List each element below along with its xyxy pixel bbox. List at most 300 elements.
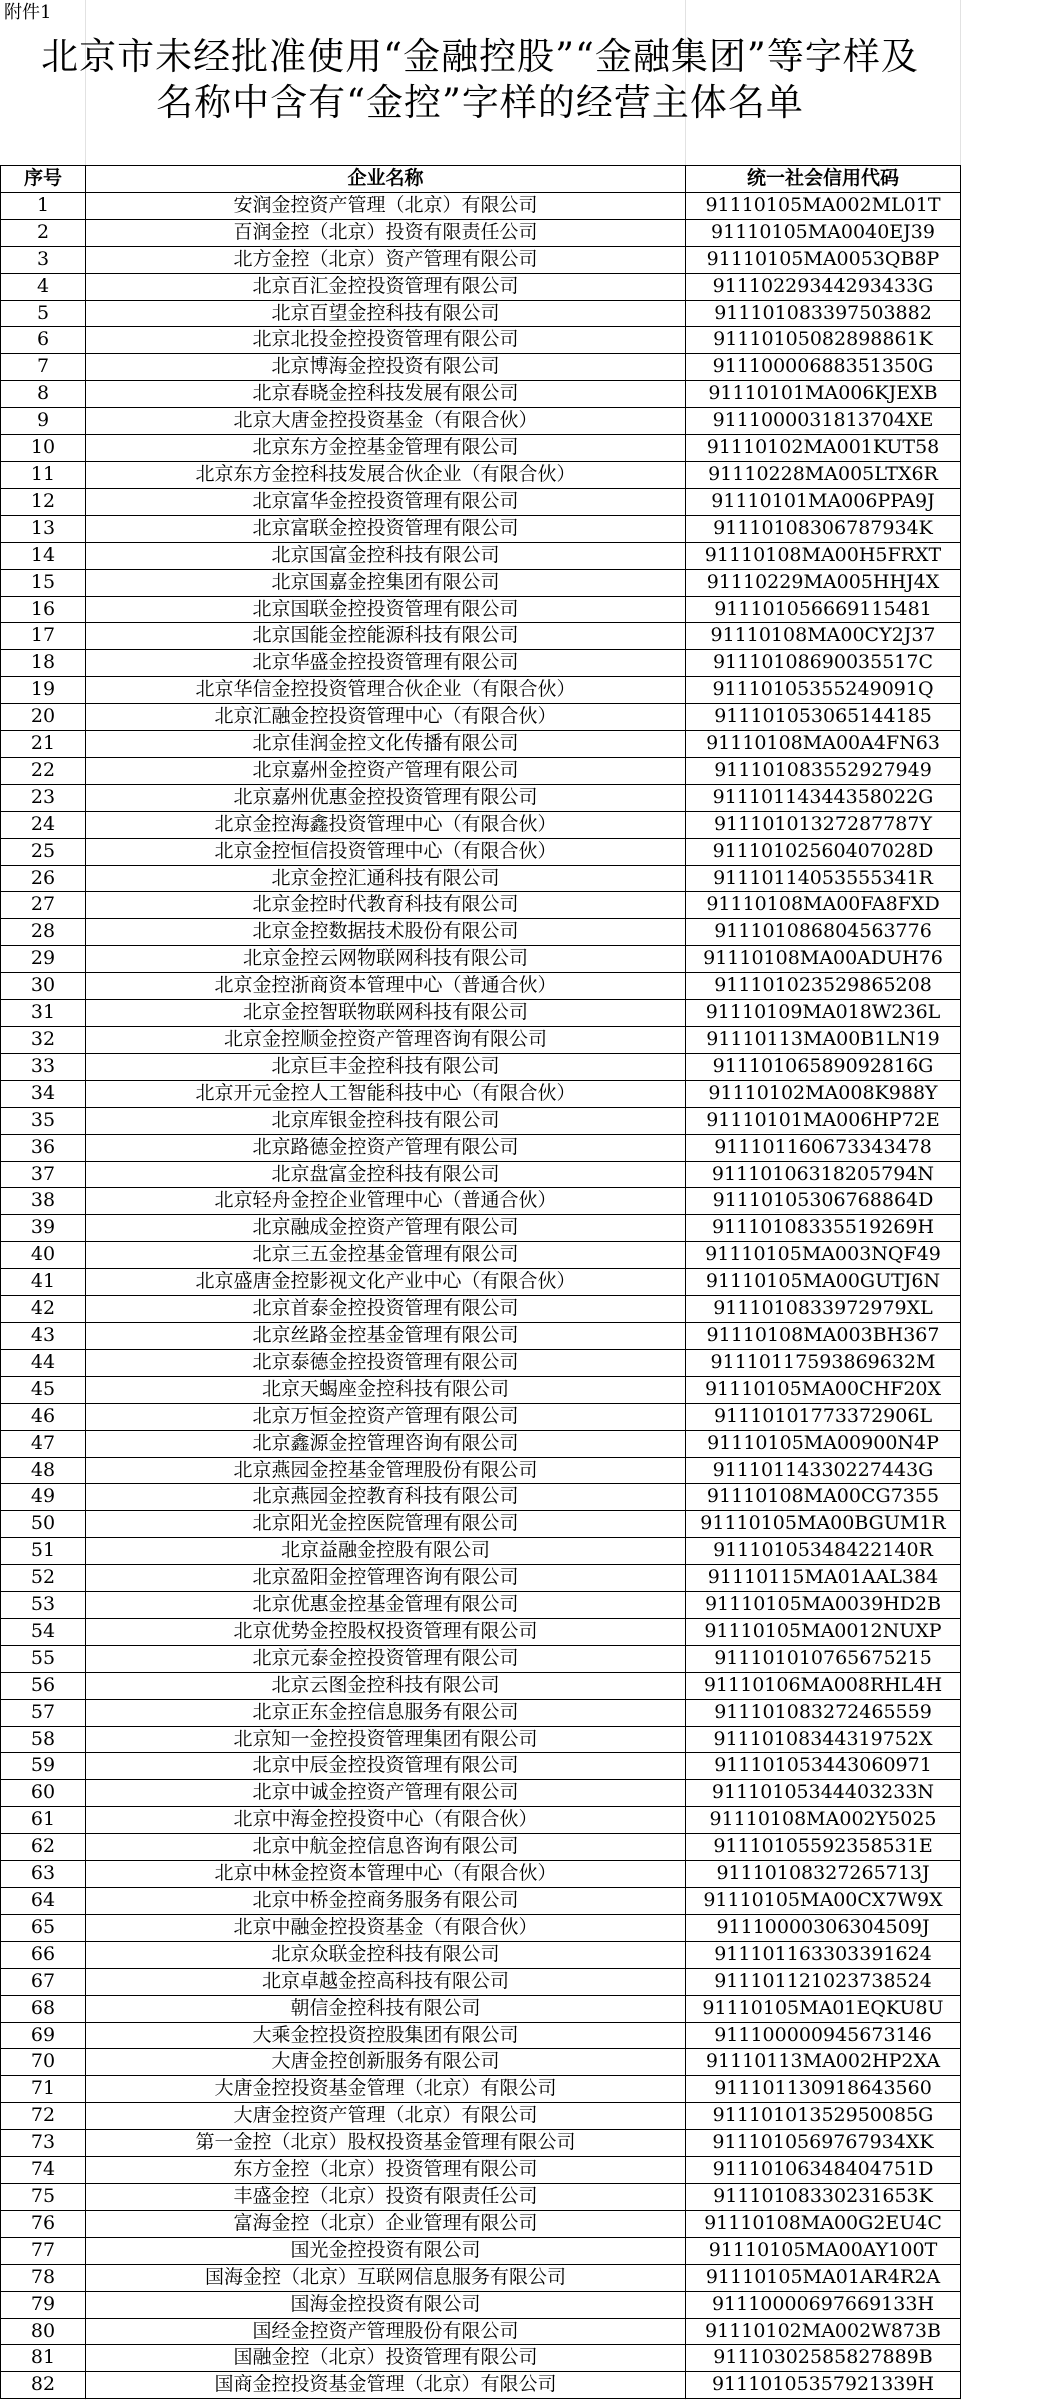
table-row bbox=[1, 784, 961, 811]
table-row bbox=[1, 596, 961, 623]
credit-code: 91110105MA0040EJ39 bbox=[686, 219, 961, 246]
row-index: 74 bbox=[1, 2157, 86, 2184]
company-name: 国海金控（北京）互联网信息服务有限公司 bbox=[86, 2264, 686, 2291]
table-row bbox=[1, 865, 961, 892]
row-index: 55 bbox=[1, 1645, 86, 1672]
row-index: 32 bbox=[1, 1027, 86, 1054]
row-index: 37 bbox=[1, 1161, 86, 1188]
company-name: 北方金控（北京）资产管理有限公司 bbox=[86, 246, 686, 273]
row-index: 58 bbox=[1, 1726, 86, 1753]
company-name: 北京金控云网物联网科技有限公司 bbox=[86, 946, 686, 973]
credit-code: 91110117593869632M bbox=[686, 1349, 961, 1376]
credit-code: 911101083272465559 bbox=[686, 1699, 961, 1726]
credit-code: 91110105MA003NQF49 bbox=[686, 1242, 961, 1269]
credit-code: 91110108690035517C bbox=[686, 650, 961, 677]
row-index: 4 bbox=[1, 273, 86, 300]
table-row bbox=[1, 1242, 961, 1269]
table-row bbox=[1, 1995, 961, 2022]
row-index: 39 bbox=[1, 1215, 86, 1242]
table-row bbox=[1, 757, 961, 784]
header-index: 序号 bbox=[1, 166, 86, 193]
row-index: 50 bbox=[1, 1511, 86, 1538]
table-row bbox=[1, 354, 961, 381]
table-row bbox=[1, 1807, 961, 1834]
credit-code: 9111010569767934XK bbox=[686, 2130, 961, 2157]
credit-code: 91110101352950085G bbox=[686, 2103, 961, 2130]
row-index: 29 bbox=[1, 946, 86, 973]
credit-code: 91110108330231653K bbox=[686, 2183, 961, 2210]
company-name: 北京燕园金控基金管理股份有限公司 bbox=[86, 1457, 686, 1484]
company-name: 北京盈阳金控管理咨询有限公司 bbox=[86, 1565, 686, 1592]
company-name: 北京融成金控资产管理有限公司 bbox=[86, 1215, 686, 1242]
table-row bbox=[1, 1215, 961, 1242]
row-index: 33 bbox=[1, 1053, 86, 1080]
credit-code: 91110105MA002ML01T bbox=[686, 192, 961, 219]
company-name: 国海金控投资有限公司 bbox=[86, 2291, 686, 2318]
row-index: 14 bbox=[1, 542, 86, 569]
company-name: 北京春晓金控科技发展有限公司 bbox=[86, 381, 686, 408]
table-row bbox=[1, 2076, 961, 2103]
table-row bbox=[1, 1753, 961, 1780]
credit-code: 91110114053555341R bbox=[686, 865, 961, 892]
company-name: 北京首泰金控投资管理有限公司 bbox=[86, 1296, 686, 1323]
row-index: 7 bbox=[1, 354, 86, 381]
table-row bbox=[1, 2130, 961, 2157]
row-index: 56 bbox=[1, 1672, 86, 1699]
table-row bbox=[1, 677, 961, 704]
company-name: 百润金控（北京）投资有限责任公司 bbox=[86, 219, 686, 246]
company-name: 北京华信金控投资管理合伙企业（有限合伙） bbox=[86, 677, 686, 704]
row-index: 80 bbox=[1, 2318, 86, 2345]
company-name: 大唐金控投资基金管理（北京）有限公司 bbox=[86, 2076, 686, 2103]
credit-code: 91110105306768864D bbox=[686, 1188, 961, 1215]
row-index: 35 bbox=[1, 1107, 86, 1134]
row-index: 2 bbox=[1, 219, 86, 246]
company-name: 北京卓越金控高科技有限公司 bbox=[86, 1968, 686, 1995]
table-row bbox=[1, 1269, 961, 1296]
row-index: 59 bbox=[1, 1753, 86, 1780]
row-index: 21 bbox=[1, 731, 86, 758]
row-index: 81 bbox=[1, 2345, 86, 2372]
row-index: 22 bbox=[1, 757, 86, 784]
row-index: 57 bbox=[1, 1699, 86, 1726]
row-index: 65 bbox=[1, 1914, 86, 1941]
table-row bbox=[1, 946, 961, 973]
credit-code: 91110108306787934K bbox=[686, 515, 961, 542]
credit-code: 911101056669115481 bbox=[686, 596, 961, 623]
credit-code: 91110114330227443G bbox=[686, 1457, 961, 1484]
table-row bbox=[1, 838, 961, 865]
table-row bbox=[1, 1672, 961, 1699]
table-row bbox=[1, 1134, 961, 1161]
table-row bbox=[1, 704, 961, 731]
table-row bbox=[1, 1296, 961, 1323]
company-name: 北京库银金控科技有限公司 bbox=[86, 1107, 686, 1134]
table-row bbox=[1, 2264, 961, 2291]
table-row bbox=[1, 327, 961, 354]
table-row bbox=[1, 381, 961, 408]
company-name: 北京东方金控科技发展合伙企业（有限合伙） bbox=[86, 461, 686, 488]
table-row bbox=[1, 515, 961, 542]
table-row bbox=[1, 2210, 961, 2237]
table-row bbox=[1, 2237, 961, 2264]
credit-code: 91110228MA005LTX6R bbox=[686, 461, 961, 488]
company-name: 大唐金控创新服务有限公司 bbox=[86, 2049, 686, 2076]
company-name: 北京百汇金控投资管理有限公司 bbox=[86, 273, 686, 300]
company-name: 北京富华金控投资管理有限公司 bbox=[86, 488, 686, 515]
annex-label: 附件1 bbox=[4, 2, 52, 23]
row-index: 30 bbox=[1, 973, 86, 1000]
company-name: 北京知一金控投资管理集团有限公司 bbox=[86, 1726, 686, 1753]
row-index: 26 bbox=[1, 865, 86, 892]
title-line-2: 名称中含有“金控”字样的经营主体名单 bbox=[156, 81, 804, 124]
company-name: 北京中海金控投资中心（有限合伙） bbox=[86, 1807, 686, 1834]
company-name: 北京巨丰金控科技有限公司 bbox=[86, 1053, 686, 1080]
table-row bbox=[1, 1430, 961, 1457]
row-index: 66 bbox=[1, 1941, 86, 1968]
company-name: 北京金控数据技术股份有限公司 bbox=[86, 919, 686, 946]
row-index: 72 bbox=[1, 2103, 86, 2130]
row-index: 16 bbox=[1, 596, 86, 623]
row-index: 75 bbox=[1, 2183, 86, 2210]
table-row bbox=[1, 1968, 961, 1995]
credit-code: 9111000031813704XE bbox=[686, 408, 961, 435]
credit-code: 91110113MA00B1LN19 bbox=[686, 1027, 961, 1054]
table-row bbox=[1, 569, 961, 596]
credit-code: 911101053065144185 bbox=[686, 704, 961, 731]
company-name: 北京国能金控能源科技有限公司 bbox=[86, 623, 686, 650]
company-name: 国光金控投资有限公司 bbox=[86, 2237, 686, 2264]
company-name: 北京金控时代教育科技有限公司 bbox=[86, 892, 686, 919]
row-index: 38 bbox=[1, 1188, 86, 1215]
table-row bbox=[1, 2157, 961, 2184]
credit-code: 91110108MA00G2EU4C bbox=[686, 2210, 961, 2237]
credit-code: 911101083397503882 bbox=[686, 300, 961, 327]
credit-code: 91110108327265713J bbox=[686, 1861, 961, 1888]
credit-code: 91110108MA00ADUH76 bbox=[686, 946, 961, 973]
credit-code: 91110000688351350G bbox=[686, 354, 961, 381]
row-index: 45 bbox=[1, 1376, 86, 1403]
table-row bbox=[1, 2291, 961, 2318]
company-name: 北京盘富金控科技有限公司 bbox=[86, 1161, 686, 1188]
credit-code: 91110105592358531E bbox=[686, 1834, 961, 1861]
table-row bbox=[1, 1565, 961, 1592]
row-index: 52 bbox=[1, 1565, 86, 1592]
company-name: 北京开元金控人工智能科技中心（有限合伙） bbox=[86, 1080, 686, 1107]
company-name: 富海金控（北京）企业管理有限公司 bbox=[86, 2210, 686, 2237]
company-name: 北京金控恒信投资管理中心（有限合伙） bbox=[86, 838, 686, 865]
credit-code: 91110000697669133H bbox=[686, 2291, 961, 2318]
company-name: 北京中诚金控资产管理有限公司 bbox=[86, 1780, 686, 1807]
company-name: 北京中桥金控商务服务有限公司 bbox=[86, 1888, 686, 1915]
credit-code: 911101010765675215 bbox=[686, 1645, 961, 1672]
company-name: 第一金控（北京）股权投资基金管理有限公司 bbox=[86, 2130, 686, 2157]
table-row bbox=[1, 1161, 961, 1188]
table-row bbox=[1, 650, 961, 677]
table-row bbox=[1, 1027, 961, 1054]
row-index: 13 bbox=[1, 515, 86, 542]
company-name: 北京金控汇通科技有限公司 bbox=[86, 865, 686, 892]
entity-table bbox=[0, 165, 961, 2399]
credit-code: 911101086804563776 bbox=[686, 919, 961, 946]
table-row bbox=[1, 1592, 961, 1619]
row-index: 53 bbox=[1, 1592, 86, 1619]
header-company-name: 企业名称 bbox=[86, 166, 686, 193]
row-index: 40 bbox=[1, 1242, 86, 1269]
row-index: 27 bbox=[1, 892, 86, 919]
table-row bbox=[1, 408, 961, 435]
row-index: 8 bbox=[1, 381, 86, 408]
company-name: 朝信金控科技有限公司 bbox=[86, 1995, 686, 2022]
company-name: 北京正东金控信息服务有限公司 bbox=[86, 1699, 686, 1726]
credit-code: 91110108MA00A4FN63 bbox=[686, 731, 961, 758]
company-name: 北京元泰金控投资管理有限公司 bbox=[86, 1645, 686, 1672]
company-name: 大乘金控投资控股集团有限公司 bbox=[86, 2022, 686, 2049]
credit-code: 91110105MA00CHF20X bbox=[686, 1376, 961, 1403]
company-name: 北京优惠金控基金管理有限公司 bbox=[86, 1592, 686, 1619]
table-row bbox=[1, 2318, 961, 2345]
table-row bbox=[1, 542, 961, 569]
company-name: 北京泰德金控投资管理有限公司 bbox=[86, 1349, 686, 1376]
credit-code: 91110113MA002HP2XA bbox=[686, 2049, 961, 2076]
credit-code: 91110105MA01AR4R2A bbox=[686, 2264, 961, 2291]
table-row bbox=[1, 1484, 961, 1511]
row-index: 15 bbox=[1, 569, 86, 596]
table-row bbox=[1, 461, 961, 488]
table-row bbox=[1, 1861, 961, 1888]
company-name: 北京众联金控科技有限公司 bbox=[86, 1941, 686, 1968]
company-name: 北京盛唐金控影视文化产业中心（有限合伙） bbox=[86, 1269, 686, 1296]
document-title bbox=[0, 34, 960, 126]
company-name: 北京金控智联物联网科技有限公司 bbox=[86, 1000, 686, 1027]
table-row bbox=[1, 1941, 961, 1968]
company-name: 北京百望金控科技有限公司 bbox=[86, 300, 686, 327]
company-name: 北京富联金控投资管理有限公司 bbox=[86, 515, 686, 542]
company-name: 北京国联金控投资管理有限公司 bbox=[86, 596, 686, 623]
row-index: 41 bbox=[1, 1269, 86, 1296]
credit-code: 91110105MA00900N4P bbox=[686, 1430, 961, 1457]
table-row bbox=[1, 1188, 961, 1215]
table-row bbox=[1, 246, 961, 273]
row-index: 47 bbox=[1, 1430, 86, 1457]
credit-code: 91110000306304509J bbox=[686, 1914, 961, 1941]
credit-code: 91110105MA0012NUXP bbox=[686, 1618, 961, 1645]
credit-code: 91110108335519269H bbox=[686, 1215, 961, 1242]
table-row bbox=[1, 1000, 961, 1027]
credit-code: 91110108MA003BH367 bbox=[686, 1322, 961, 1349]
company-name: 北京中融金控投资基金（有限合伙） bbox=[86, 1914, 686, 1941]
row-index: 60 bbox=[1, 1780, 86, 1807]
table-row bbox=[1, 435, 961, 462]
company-name: 东方金控（北京）投资管理有限公司 bbox=[86, 2157, 686, 2184]
row-index: 10 bbox=[1, 435, 86, 462]
credit-code: 91110102MA002W873B bbox=[686, 2318, 961, 2345]
credit-code: 91110105344403233N bbox=[686, 1780, 961, 1807]
company-name: 北京博海金控投资有限公司 bbox=[86, 354, 686, 381]
table-row bbox=[1, 219, 961, 246]
header-credit-code: 统一社会信用代码 bbox=[686, 166, 961, 193]
row-index: 63 bbox=[1, 1861, 86, 1888]
table-row bbox=[1, 1888, 961, 1915]
table-row bbox=[1, 1053, 961, 1080]
row-index: 82 bbox=[1, 2372, 86, 2399]
credit-code: 91110106348404751D bbox=[686, 2157, 961, 2184]
table-row bbox=[1, 1107, 961, 1134]
table-row bbox=[1, 2049, 961, 2076]
credit-code: 91110102MA001KUT58 bbox=[686, 435, 961, 462]
row-index: 9 bbox=[1, 408, 86, 435]
row-index: 12 bbox=[1, 488, 86, 515]
credit-code: 911101130918643560 bbox=[686, 2076, 961, 2103]
credit-code: 91110101327287787Y bbox=[686, 811, 961, 838]
row-index: 54 bbox=[1, 1618, 86, 1645]
company-name: 北京路德金控资产管理有限公司 bbox=[86, 1134, 686, 1161]
credit-code: 91110108MA00H5FRXT bbox=[686, 542, 961, 569]
table-row bbox=[1, 273, 961, 300]
row-index: 67 bbox=[1, 1968, 86, 1995]
row-index: 43 bbox=[1, 1322, 86, 1349]
row-index: 68 bbox=[1, 1995, 86, 2022]
table-row bbox=[1, 1618, 961, 1645]
table-row bbox=[1, 2103, 961, 2130]
row-index: 3 bbox=[1, 246, 86, 273]
row-index: 51 bbox=[1, 1538, 86, 1565]
row-index: 73 bbox=[1, 2130, 86, 2157]
title-line-1: 北京市未经批准使用“金融控股”“金融集团”等字样及 bbox=[41, 35, 919, 78]
company-name: 北京轻舟金控企业管理中心（普通合伙） bbox=[86, 1188, 686, 1215]
company-name: 安润金控资产管理（北京）有限公司 bbox=[86, 192, 686, 219]
table-row bbox=[1, 1376, 961, 1403]
row-index: 78 bbox=[1, 2264, 86, 2291]
company-name: 北京嘉州优惠金控投资管理有限公司 bbox=[86, 784, 686, 811]
credit-code: 91110115MA01AAL384 bbox=[686, 1565, 961, 1592]
row-index: 36 bbox=[1, 1134, 86, 1161]
row-index: 34 bbox=[1, 1080, 86, 1107]
credit-code: 91110108344319752X bbox=[686, 1726, 961, 1753]
company-name: 北京汇融金控投资管理中心（有限合伙） bbox=[86, 704, 686, 731]
row-index: 48 bbox=[1, 1457, 86, 1484]
credit-code: 91110105357921339H bbox=[686, 2372, 961, 2399]
credit-code: 911101083552927949 bbox=[686, 757, 961, 784]
credit-code: 911101163303391624 bbox=[686, 1941, 961, 1968]
company-name: 北京嘉州金控资产管理有限公司 bbox=[86, 757, 686, 784]
table-row bbox=[1, 973, 961, 1000]
row-index: 5 bbox=[1, 300, 86, 327]
company-name: 北京益融金控股有限公司 bbox=[86, 1538, 686, 1565]
row-index: 42 bbox=[1, 1296, 86, 1323]
company-name: 北京万恒金控资产管理有限公司 bbox=[86, 1403, 686, 1430]
credit-code: 911101053443060971 bbox=[686, 1753, 961, 1780]
credit-code: 91110105MA01EQKU8U bbox=[686, 1995, 961, 2022]
row-index: 76 bbox=[1, 2210, 86, 2237]
table-row bbox=[1, 488, 961, 515]
credit-code: 91110105MA0039HD2B bbox=[686, 1592, 961, 1619]
credit-code: 91110102MA008K988Y bbox=[686, 1080, 961, 1107]
credit-code: 91110105082898861K bbox=[686, 327, 961, 354]
company-name: 北京金控顺金控资产管理咨询有限公司 bbox=[86, 1027, 686, 1054]
credit-code: 91110229344293433G bbox=[686, 273, 961, 300]
company-name: 北京三五金控基金管理有限公司 bbox=[86, 1242, 686, 1269]
table-row bbox=[1, 892, 961, 919]
company-name: 北京金控浙商资本管理中心（普通合伙） bbox=[86, 973, 686, 1000]
credit-code: 911100000945673146 bbox=[686, 2022, 961, 2049]
credit-code: 91110101MA006KJEXB bbox=[686, 381, 961, 408]
table-row bbox=[1, 2372, 961, 2399]
credit-code: 91110229MA005HHJ4X bbox=[686, 569, 961, 596]
table-row bbox=[1, 811, 961, 838]
table-row bbox=[1, 192, 961, 219]
table-row bbox=[1, 1457, 961, 1484]
company-name: 北京中辰金控投资管理有限公司 bbox=[86, 1753, 686, 1780]
row-index: 62 bbox=[1, 1834, 86, 1861]
credit-code: 911101121023738524 bbox=[686, 1968, 961, 1995]
credit-code: 91110108MA00FA8FXD bbox=[686, 892, 961, 919]
table-row bbox=[1, 1080, 961, 1107]
credit-code: 91110105MA0053QB8P bbox=[686, 246, 961, 273]
company-name: 北京云图金控科技有限公司 bbox=[86, 1672, 686, 1699]
credit-code: 91110105348422140R bbox=[686, 1538, 961, 1565]
company-name: 国商金控投资基金管理（北京）有限公司 bbox=[86, 2372, 686, 2399]
credit-code: 91110101773372906L bbox=[686, 1403, 961, 1430]
row-index: 77 bbox=[1, 2237, 86, 2264]
row-index: 64 bbox=[1, 1888, 86, 1915]
credit-code: 91110105MA00CX7W9X bbox=[686, 1888, 961, 1915]
row-index: 20 bbox=[1, 704, 86, 731]
company-name: 北京中林金控资本管理中心（有限合伙） bbox=[86, 1861, 686, 1888]
row-index: 19 bbox=[1, 677, 86, 704]
row-index: 61 bbox=[1, 1807, 86, 1834]
company-name: 北京国嘉金控集团有限公司 bbox=[86, 569, 686, 596]
row-index: 70 bbox=[1, 2049, 86, 2076]
row-index: 1 bbox=[1, 192, 86, 219]
row-index: 23 bbox=[1, 784, 86, 811]
credit-code: 91110108MA002Y5025 bbox=[686, 1807, 961, 1834]
company-name: 北京鑫源金控管理咨询有限公司 bbox=[86, 1430, 686, 1457]
table-row bbox=[1, 2345, 961, 2372]
company-name: 北京国富金控科技有限公司 bbox=[86, 542, 686, 569]
table-row bbox=[1, 1538, 961, 1565]
table-row bbox=[1, 1645, 961, 1672]
company-name: 北京阳光金控医院管理有限公司 bbox=[86, 1511, 686, 1538]
row-index: 46 bbox=[1, 1403, 86, 1430]
company-name: 北京中航金控信息咨询有限公司 bbox=[86, 1834, 686, 1861]
credit-code: 91110105MA00BGUM1R bbox=[686, 1511, 961, 1538]
row-index: 44 bbox=[1, 1349, 86, 1376]
credit-code: 91110105355249091Q bbox=[686, 677, 961, 704]
company-name: 北京丝路金控基金管理有限公司 bbox=[86, 1322, 686, 1349]
company-name: 北京华盛金控投资管理有限公司 bbox=[86, 650, 686, 677]
credit-code: 91110105MA00GUTJ6N bbox=[686, 1269, 961, 1296]
table-row bbox=[1, 1349, 961, 1376]
row-index: 25 bbox=[1, 838, 86, 865]
table-header-row bbox=[1, 166, 961, 193]
credit-code: 9111010833972979XL bbox=[686, 1296, 961, 1323]
row-index: 79 bbox=[1, 2291, 86, 2318]
company-name: 北京优势金控股权投资管理有限公司 bbox=[86, 1618, 686, 1645]
company-name: 丰盛金控（北京）投资有限责任公司 bbox=[86, 2183, 686, 2210]
company-name: 北京燕园金控教育科技有限公司 bbox=[86, 1484, 686, 1511]
credit-code: 91110101MA006PPA9J bbox=[686, 488, 961, 515]
row-index: 69 bbox=[1, 2022, 86, 2049]
credit-code: 91110105MA00AY100T bbox=[686, 2237, 961, 2264]
table-row bbox=[1, 300, 961, 327]
table-row bbox=[1, 919, 961, 946]
company-name: 大唐金控资产管理（北京）有限公司 bbox=[86, 2103, 686, 2130]
row-index: 11 bbox=[1, 461, 86, 488]
company-name: 国融金控（北京）投资管理有限公司 bbox=[86, 2345, 686, 2372]
table-row bbox=[1, 1780, 961, 1807]
row-index: 71 bbox=[1, 2076, 86, 2103]
